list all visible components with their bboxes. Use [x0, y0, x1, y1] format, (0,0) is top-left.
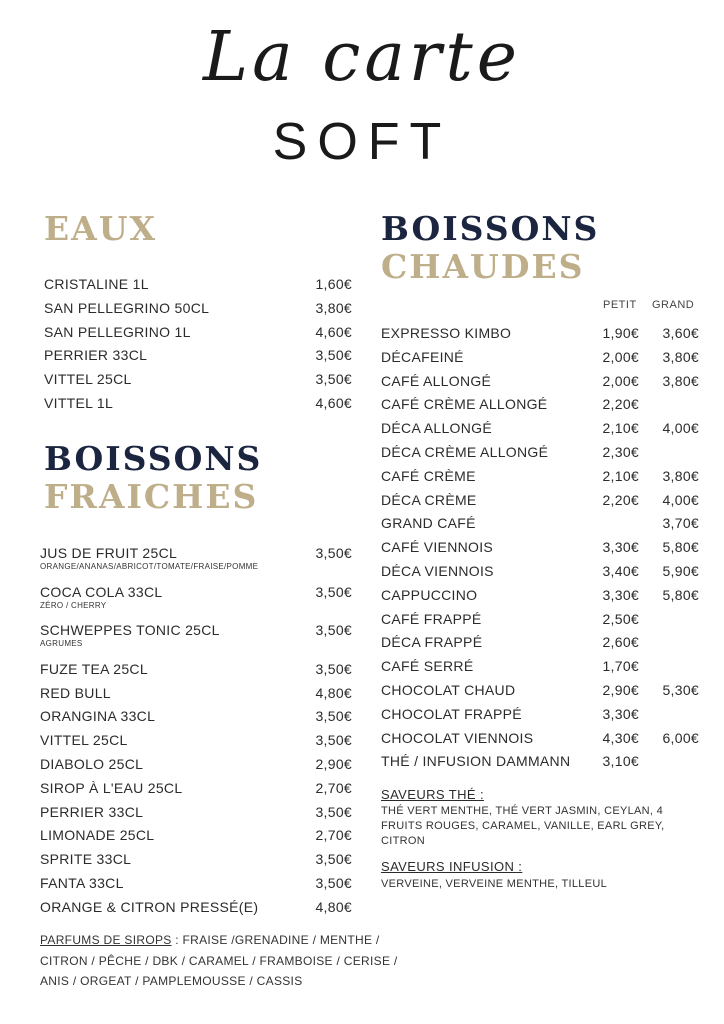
- list-item: [40, 899, 352, 923]
- item-name-block: [40, 545, 302, 571]
- item-price-petit: 1,90€: [602, 325, 639, 341]
- list-item: [40, 661, 352, 685]
- item-price: 3,50€: [315, 851, 352, 868]
- item-price-grand: 5,80€: [662, 586, 699, 603]
- item-name-block: [40, 661, 302, 677]
- sirop-flavors-text: : FRAISE /GRENADINE / MENTHE / CITRON / PÊCHE / DBK / CARAMEL / FRAMBOISE / CERISE / ANIS / ORGEAT / PAMPLEMOUSSE / CASSIS: [40, 933, 398, 988]
- item-price: 3,50€: [315, 732, 352, 749]
- item-name: ORANGE & CITRON PRESSÉ(E): [40, 898, 259, 915]
- chaudes-heading-line1: BOISSONS: [381, 209, 600, 248]
- item-name-block: [40, 622, 302, 648]
- list-item: [40, 804, 352, 828]
- item-price-grand: 5,90€: [662, 562, 699, 579]
- item-name: VITTEL 1L: [44, 394, 114, 411]
- list-item: [381, 396, 699, 420]
- saveurs-infusion: [381, 859, 681, 892]
- item-price: 3,50€: [315, 874, 352, 891]
- list-item: [381, 587, 699, 611]
- list-item: [381, 420, 699, 444]
- sirop-flavors-note: [40, 930, 420, 992]
- item-name: DÉCA CRÈME ALLONGÉ: [381, 443, 549, 460]
- item-name: CAFÉ SERRÉ: [381, 658, 474, 675]
- item-name: CAPPUCCINO: [381, 586, 478, 603]
- item-price-grand: 3,60€: [662, 325, 699, 341]
- saveurs-infusion-text: VERVEINE, VERVEINE MENTHE, TILLEUL: [381, 878, 607, 890]
- item-price: 3,50€: [315, 622, 352, 639]
- list-item: [381, 349, 699, 373]
- list-item: [381, 468, 699, 492]
- item-price-grand: 5,80€: [662, 539, 699, 556]
- item-name-block: [40, 708, 302, 724]
- item-name: SAN PELLEGRINO 1L: [44, 323, 191, 340]
- list-item: [381, 730, 699, 754]
- sirop-flavors-label: PARFUMS DE SIROPS: [40, 933, 172, 947]
- saveurs-the-title: SAVEURS THÉ :: [381, 787, 484, 802]
- item-name: VITTEL 25CL: [40, 732, 128, 749]
- list-item: [40, 851, 352, 875]
- item-name: DIABOLO 25CL: [40, 755, 144, 772]
- item-price: 4,60€: [315, 323, 352, 340]
- item-price-petit: 2,20€: [602, 396, 639, 413]
- item-price: 3,50€: [315, 660, 352, 677]
- item-price-petit: 2,10€: [602, 420, 639, 437]
- item-name: CHOCOLAT CHAUD: [381, 681, 516, 698]
- list-item: [381, 444, 699, 468]
- item-name: EXPRESSO KIMBO: [381, 325, 512, 341]
- item-name-block: [40, 780, 302, 796]
- item-name-block: [40, 804, 302, 820]
- item-name: DÉCAFEINÉ: [381, 348, 464, 365]
- item-name: CAFÉ ALLONGÉ: [381, 372, 492, 389]
- item-name: CAFÉ FRAPPÉ: [381, 610, 482, 627]
- item-price: 4,60€: [315, 394, 352, 411]
- item-subtext: ZÉRO / CHERRY: [40, 600, 107, 610]
- item-name: VITTEL 25CL: [44, 371, 132, 388]
- list-item: [40, 708, 352, 732]
- list-item: [44, 324, 352, 348]
- item-price: 2,90€: [315, 755, 352, 772]
- col-grand-label: GRAND: [652, 299, 695, 311]
- list-item: [44, 347, 352, 371]
- list-item: [40, 622, 352, 661]
- item-name: ORANGINA 33CL: [40, 708, 156, 725]
- item-price: 3,50€: [315, 708, 352, 725]
- list-item: [40, 827, 352, 851]
- list-item: [381, 492, 699, 516]
- item-name: CHOCOLAT VIENNOIS: [381, 729, 534, 746]
- col-petit-label: PETIT: [603, 299, 637, 311]
- list-item: [40, 875, 352, 899]
- list-item: [40, 685, 352, 709]
- list-item: [381, 373, 699, 397]
- list-item: [381, 325, 699, 349]
- fraiches-heading-line1: BOISSONS: [44, 439, 263, 478]
- item-name: LIMONADE 25CL: [40, 827, 155, 844]
- list-item: [381, 515, 699, 539]
- item-price-petit: 2,20€: [602, 491, 639, 508]
- item-price-grand: 3,70€: [662, 515, 699, 532]
- item-name-block: [40, 851, 302, 867]
- list-item: [381, 753, 699, 777]
- item-price-grand: 3,80€: [662, 467, 699, 484]
- list-item: [381, 682, 699, 706]
- chaudes-heading-line2: CHAUDES: [381, 247, 585, 286]
- list-item: [40, 756, 352, 780]
- item-price: 4,80€: [315, 684, 352, 701]
- item-name-block: [40, 827, 302, 843]
- item-price-petit: 1,70€: [602, 658, 639, 675]
- item-price: 2,70€: [315, 779, 352, 796]
- list-item: [381, 539, 699, 563]
- item-name: CAFÉ CRÈME: [381, 467, 476, 484]
- item-subtext: ORANGE/ANANAS/ABRICOT/TOMATE/FRAISE/POMME: [40, 562, 259, 571]
- item-name: DÉCA FRAPPÉ: [381, 634, 483, 651]
- item-name-block: [40, 584, 302, 610]
- item-price-grand: 4,00€: [662, 420, 699, 437]
- item-name: DÉCA CRÈME: [381, 491, 477, 508]
- eaux-list: [44, 276, 352, 419]
- item-price-petit: 2,60€: [602, 634, 639, 651]
- item-price-petit: 3,30€: [602, 705, 639, 722]
- item-name: SIROP À L'EAU 25CL: [40, 779, 183, 796]
- item-price-petit: 2,30€: [602, 443, 639, 460]
- item-price: 3,80€: [315, 299, 352, 316]
- item-price: 3,50€: [315, 545, 352, 561]
- item-price: 3,50€: [315, 803, 352, 820]
- item-price-petit: 2,50€: [602, 610, 639, 627]
- item-name: FUZE TEA 25CL: [40, 660, 148, 677]
- list-item: [381, 706, 699, 730]
- list-item: [381, 563, 699, 587]
- item-price: 1,60€: [315, 276, 352, 292]
- list-item: [44, 300, 352, 324]
- item-name: SCHWEPPES TONIC 25CL: [40, 622, 220, 639]
- item-price-petit: 3,30€: [602, 539, 639, 556]
- fraiches-list: [40, 545, 352, 923]
- item-price-petit: 3,40€: [602, 562, 639, 579]
- saveurs-the: [381, 787, 681, 849]
- item-name: SAN PELLEGRINO 50CL: [44, 299, 210, 316]
- item-price: 3,50€: [315, 347, 352, 364]
- item-price: 3,50€: [315, 583, 352, 600]
- saveurs-infusion-title: SAVEURS INFUSION :: [381, 859, 523, 874]
- list-item: [44, 276, 352, 300]
- list-item: [44, 395, 352, 419]
- list-item: [381, 658, 699, 682]
- item-name: RED BULL: [40, 684, 111, 701]
- item-name-block: [40, 732, 302, 748]
- item-price-petit: 2,90€: [602, 681, 639, 698]
- item-name: SPRITE 33CL: [40, 851, 132, 868]
- chaudes-list: [381, 325, 699, 777]
- list-item: [44, 371, 352, 395]
- item-name: CAFÉ VIENNOIS: [381, 539, 494, 556]
- item-name-block: [40, 899, 302, 915]
- list-item: [40, 732, 352, 756]
- script-title: La carte: [202, 18, 521, 97]
- item-name: COCA COLA 33CL: [40, 583, 163, 600]
- item-name: DÉCA ALLONGÉ: [381, 420, 492, 437]
- item-price: 2,70€: [315, 827, 352, 844]
- list-item: [381, 634, 699, 658]
- item-name: DÉCA VIENNOIS: [381, 562, 494, 579]
- item-price-grand: 3,80€: [662, 372, 699, 389]
- item-name: PERRIER 33CL: [40, 803, 144, 820]
- item-price-petit: 3,10€: [602, 753, 639, 770]
- item-price-grand: 5,30€: [662, 681, 699, 698]
- item-price: 3,50€: [315, 371, 352, 388]
- item-name-block: [40, 875, 302, 891]
- saveurs-the-text: THÉ VERT MENTHE, THÉ VERT JASMIN, CEYLAN, 4 FRUITS ROUGES, CARAMEL, VANILLE, EARL GREY, CITRON: [381, 805, 665, 847]
- eaux-heading: EAUX: [44, 209, 158, 248]
- fraiches-heading-line2: FRAICHES: [44, 477, 259, 516]
- item-price-petit: 2,10€: [602, 467, 639, 484]
- item-name: PERRIER 33CL: [44, 347, 148, 364]
- item-name-block: [40, 756, 302, 772]
- item-price: 4,80€: [315, 898, 352, 915]
- item-name: CAFÉ CRÈME ALLONGÉ: [381, 396, 548, 413]
- item-name: CRISTALINE 1L: [44, 276, 149, 292]
- item-subtext: AGRUMES: [40, 639, 83, 649]
- item-price-grand: 3,80€: [662, 348, 699, 365]
- item-name: JUS DE FRUIT 25CL: [40, 545, 178, 561]
- item-price-petit: 3,30€: [602, 586, 639, 603]
- list-item: [40, 584, 352, 623]
- item-price-grand: 4,00€: [662, 491, 699, 508]
- item-name: FANTA 33CL: [40, 874, 124, 891]
- page-title: SOFT: [272, 113, 452, 171]
- item-price-grand: 6,00€: [662, 729, 699, 746]
- item-price-petit: 2,00€: [602, 372, 639, 389]
- item-price-petit: 4,30€: [602, 729, 639, 746]
- list-item: [40, 780, 352, 804]
- item-name-block: [40, 685, 302, 701]
- item-name: GRAND CAFÉ: [381, 515, 476, 532]
- list-item: [381, 611, 699, 635]
- item-name: THÉ / INFUSION DAMMANN: [381, 753, 571, 770]
- list-item: [40, 545, 352, 584]
- item-price-petit: 2,00€: [602, 348, 639, 365]
- item-name: CHOCOLAT FRAPPÉ: [381, 705, 522, 722]
